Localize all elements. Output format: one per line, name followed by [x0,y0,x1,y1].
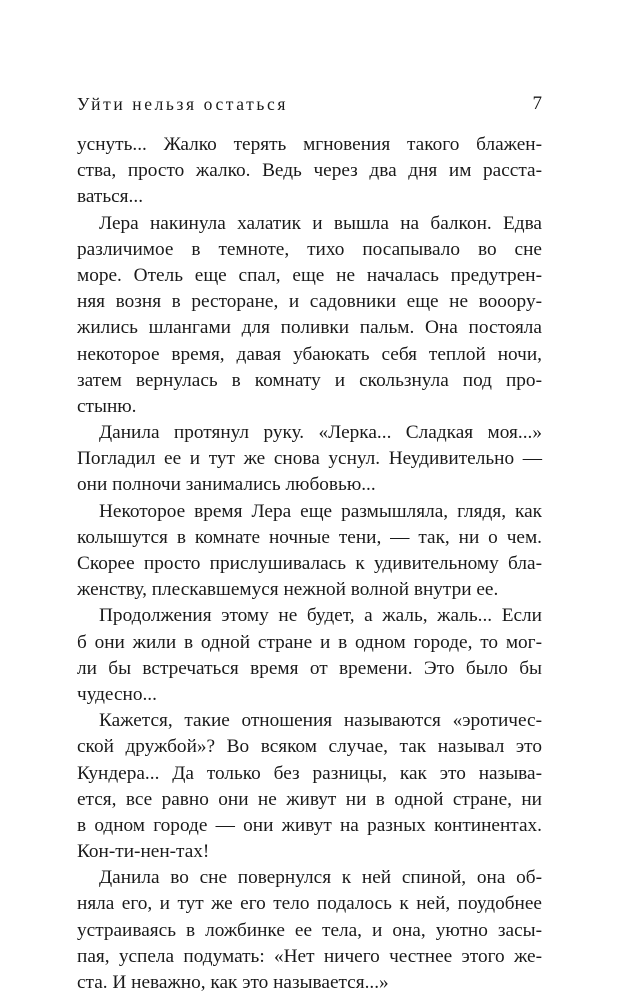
paragraph [77,499,542,604]
text-line: затем вернулась в комнату и скользнула под про- [77,369,542,391]
paragraph [77,420,542,499]
text-line: б они жили в одной стране и в одном городе, то мог- [77,631,542,653]
text-line: некоторое время, давая убаюкать себя теплой ночи, [77,343,542,365]
book-page [77,0,542,1000]
text-line: ваться... [77,186,144,208]
text-line: Некоторое время Лера еще размышляла, глядя, как [99,500,542,522]
paragraph [77,603,542,708]
text-line: устраиваясь в ложбинке ее тела, и она, уютно засы- [77,919,542,941]
text-line: Скорее просто прислушивалась к удивительному бла- [77,553,542,574]
text-line: Погладил ее и тут же снова уснул. Неудивительно — [77,448,542,470]
text-line: ется, все равно они не живут ни в одной стране, ни [77,788,542,810]
paragraph [77,211,542,421]
text-line: в одном городе — они живут на разных континентах. [77,814,542,836]
text-line: женству, плескавшемуся нежной волной внутри ее. [77,579,499,601]
text-line: няя возня в ресторане, и садовники еще не вооору- [77,291,542,313]
text-line: Данила протянул руку. «Лерка... Сладкая моя...» [99,422,542,444]
text-line: ской дружбой»? Во всяком случае, так называл это [77,736,542,758]
text-line: чудесно... [77,683,157,705]
text-line: ли бы встречаться время от времени. Это было бы [77,657,542,679]
text-line: колышутся в комнате ночные тени, — так, ни о чем. [77,526,542,548]
text-line: стыню. [77,395,137,417]
text-line: ства, просто жалко. Ведь через два дня им расста- [77,160,542,182]
paragraph [77,865,542,996]
text-line: няла его, и тут же его тело подалось к ней, поудобнее [77,893,542,915]
text-line: Лера накинула халатик и вышла на балкон. Едва [99,212,542,234]
text-line: различимое в темноте, тихо посапывало во сне [77,238,542,260]
text-line: жились шлангами для поливки пальм. Она постояла [77,317,542,339]
text-line: пая, успела подумать: «Нет ничего честнее этого же- [77,945,542,967]
body-text [77,132,542,996]
text-line: уснуть... Жалко терять мгновения такого блажен- [77,134,542,155]
text-line: Кундера... Да только без разницы, как это называ- [77,762,542,784]
text-line: Кон-ти-нен-тах! [77,841,210,863]
text-line: Кажется, такие отношения называются «эротичес- [99,710,542,732]
running-head [77,91,542,117]
text-line: ста. И неважно, как это называется...» [77,972,389,993]
text-line: море. Отель еще спал, еще не началась предутрен- [77,264,542,286]
paragraph [77,708,542,865]
text-line: Данила во сне повернулся к ней спиной, она об- [99,867,542,889]
running-head-title: Уйти нельзя остаться [77,94,289,114]
page-number: 7 [532,93,542,114]
text-line: они полночи занимались любовью... [77,474,376,496]
text-line: Продолжения этому не будет, а жаль, жаль... Если [99,605,542,627]
paragraph [77,132,542,211]
